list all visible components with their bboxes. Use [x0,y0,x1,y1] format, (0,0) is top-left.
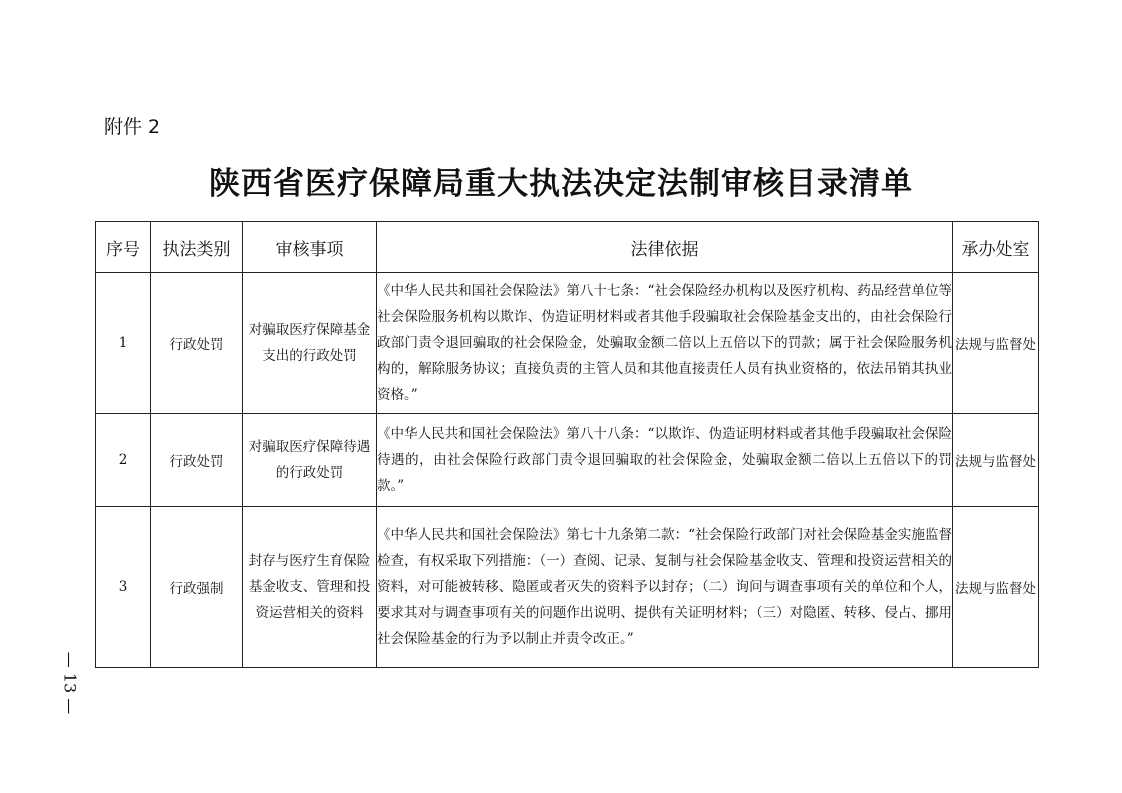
cell-basis: 《中华人民共和国社会保险法》第七十九条第二款：“社会保险行政部门对社会保险基金实施监督检查，有权采取下列措施：（一）查阅、记录、复制与社会保险基金收支、管理和投资运营相关的资料，对可能被转移、隐匿或者灭失的资料予以封存；（二）询问与调查事项有关的单位和个人，要求其对与调查事项有关的问题作出说明、提供有关证明材料；（三）对隐匿、转移、侵占、挪用社会保险基金的行为予以制止并责令改正。” [377,507,953,668]
header-type: 执法类别 [151,222,243,273]
cell-type: 行政强制 [151,507,243,668]
cell-type: 行政处罚 [151,273,243,414]
cell-type: 行政处罚 [151,414,243,507]
cell-item: 对骗取医疗保障待遇的行政处罚 [243,414,377,507]
cell-item: 对骗取医疗保障基金支出的行政处罚 [243,273,377,414]
page-number-text: — 13 — [60,651,80,715]
cell-dept: 法规与监督处 [953,507,1039,668]
cell-dept: 法规与监督处 [953,414,1039,507]
review-catalog-table [95,221,1039,668]
document-title: 陕西省医疗保障局重大执法决定法制审核目录清单 [209,166,913,202]
cell-seq: 2 [96,414,151,507]
table-header-row [96,222,1039,273]
table-row [96,273,1039,414]
cell-dept: 法规与监督处 [953,273,1039,414]
table-row [96,414,1039,507]
cell-seq: 3 [96,507,151,668]
table-row [96,507,1039,668]
attachment-label: 附件 2 [104,116,161,138]
cell-seq: 1 [96,273,151,414]
header-seq: 序号 [96,222,151,273]
header-item: 审核事项 [243,222,377,273]
header-basis: 法律依据 [377,222,953,273]
cell-item: 封存与医疗生育保险基金收支、管理和投资运营相关的资料 [243,507,377,668]
header-dept: 承办处室 [953,222,1039,273]
page-number [55,648,85,718]
cell-basis: 《中华人民共和国社会保险法》第八十八条：“以欺诈、伪造证明材料或者其他手段骗取社会保险待遇的，由社会保险行政部门责令退回骗取的社会保险金，处骗取金额二倍以上五倍以下的罚款。” [377,414,953,507]
cell-basis: 《中华人民共和国社会保险法》第八十七条：“社会保险经办机构以及医疗机构、药品经营单位等社会保险服务机构以欺诈、伪造证明材料或者其他手段骗取社会保险基金支出的，由社会保险行政部门责令退回骗取的社会保险金，处骗取金额二倍以上五倍以下的罚款；属于社会保险服务机构的，解除服务协议；直接负责的主管人员和其他直接责任人员有执业资格的，依法吊销其执业资格。” [377,273,953,414]
